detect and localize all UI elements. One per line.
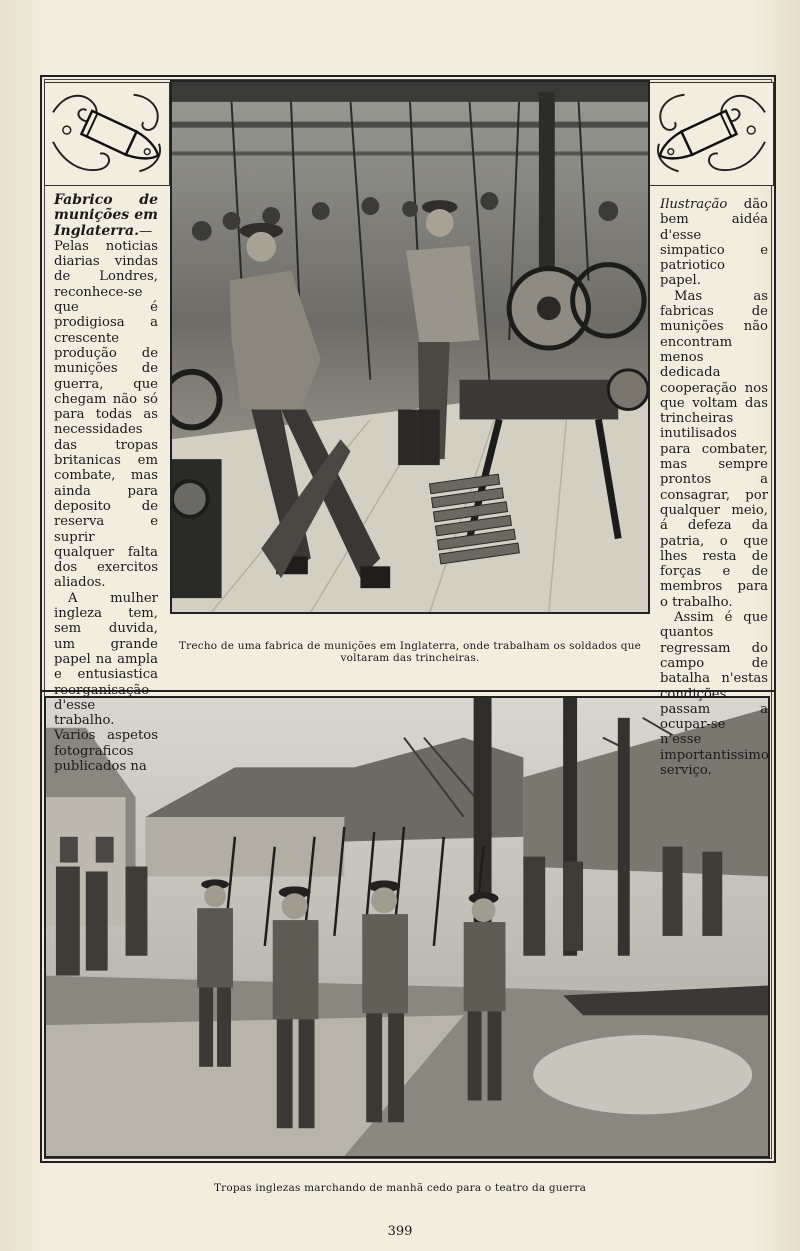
article-right-column <box>660 197 768 778</box>
article-paragraph: A mulher ingleza tem, sem duvida, um grande papel na ampla e entusiastica reorganisação d'esse trabalho. Varios aspetos fotograficos publicados na <box>54 590 158 774</box>
magazine-name: Ilustração <box>660 197 728 212</box>
article-paragraph: dão bem aidéa d'esse simpatico e patriotico papel. <box>660 197 768 289</box>
article-left-column <box>54 193 158 774</box>
ornament-shell-icon <box>648 82 774 186</box>
troops-photo-caption: Tropas inglezas marchando de manhã cedo para o teatro da guerra <box>213 1182 587 1194</box>
ornament-shell-icon <box>44 82 170 186</box>
page-number: 399 <box>387 1224 413 1239</box>
factory-photo <box>170 80 650 614</box>
article-paragraph: Assim é que quantos regressam do campo de batalha n'estas condições passam a ocupar-se n'esse importantissimo serviço. <box>660 610 769 778</box>
factory-photo-caption: Trecho de uma fabrica de munições em Inglaterra, onde trabalham os soldados que voltaram das trincheiras. <box>178 640 642 664</box>
article-headline: Fabrico de munições em Inglaterra. <box>54 192 158 239</box>
article-paragraph: Pelas noticias diarias vindas de Londres, reconhece-se que é prodigiosa a crescente produção de munições de guerra, que chegam não só para todas as necessidades das tropas britanicas em combate, mas ainda para deposito de reserva e suprir qualquer falta dos exercitos aliados. <box>54 238 158 591</box>
headline-dash: — <box>138 223 153 239</box>
article-paragraph: Mas as fabricas de munições não encontram menos dedicada cooperação nos que voltam das trincheiras inutilisados para combater, mas sempre prontos a consagrar, por qualquer meio, á defeza da patria, o que lhes resta de forças e de membros para o trabalho. <box>660 288 768 610</box>
